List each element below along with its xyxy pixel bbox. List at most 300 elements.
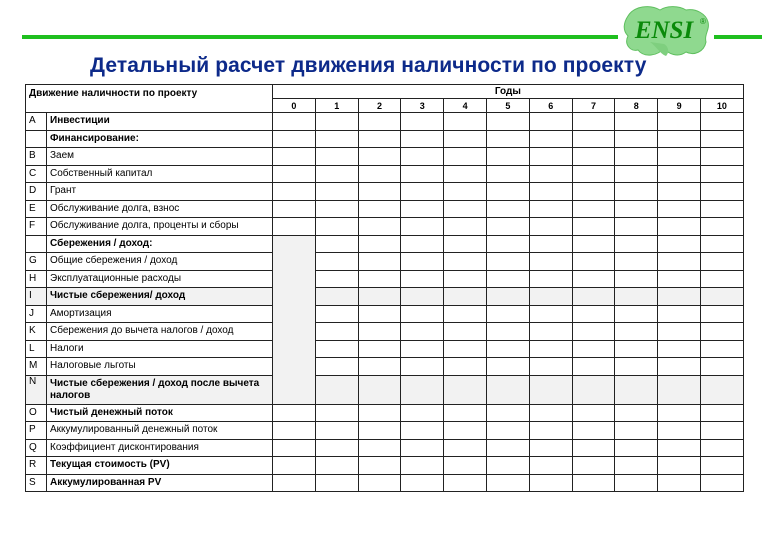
value-cell[interactable] <box>572 235 615 253</box>
value-cell[interactable] <box>487 288 530 306</box>
value-cell[interactable] <box>401 253 444 271</box>
value-cell[interactable] <box>487 323 530 341</box>
value-cell[interactable] <box>658 305 701 323</box>
value-cell[interactable] <box>487 165 530 183</box>
table-row <box>26 165 744 183</box>
row-label: Текущая стоимость (PV) <box>47 457 273 475</box>
value-cell[interactable] <box>315 253 358 271</box>
value-cell[interactable] <box>358 457 401 475</box>
value-cell[interactable] <box>401 235 444 253</box>
value-cell[interactable] <box>658 340 701 358</box>
value-cell[interactable] <box>529 235 572 253</box>
table-row <box>26 358 744 376</box>
value-cell[interactable] <box>401 183 444 201</box>
row-code <box>26 235 47 253</box>
row-label: Чистый денежный поток <box>47 404 273 422</box>
value-cell[interactable] <box>658 422 701 440</box>
value-cell[interactable] <box>358 253 401 271</box>
value-cell[interactable] <box>700 288 743 306</box>
value-cell[interactable] <box>315 457 358 475</box>
year-header-7: 7 <box>572 99 615 113</box>
value-cell[interactable] <box>487 183 530 201</box>
row-code: O <box>26 404 47 422</box>
row-code <box>26 130 47 148</box>
row-label: Грант <box>47 183 273 201</box>
value-cell[interactable] <box>615 148 658 166</box>
row-code: M <box>26 358 47 376</box>
row-code: N <box>26 375 47 404</box>
table-row <box>26 235 744 253</box>
value-cell[interactable] <box>487 218 530 236</box>
value-cell[interactable] <box>444 183 487 201</box>
row-label: Сбережения / доход: <box>47 235 273 253</box>
value-cell[interactable] <box>273 404 316 422</box>
value-cell[interactable] <box>444 375 487 404</box>
value-cell[interactable] <box>273 113 316 131</box>
value-cell[interactable] <box>444 439 487 457</box>
year-header-8: 8 <box>615 99 658 113</box>
row-code: S <box>26 474 47 492</box>
row-code: I <box>26 288 47 306</box>
value-cell[interactable] <box>444 340 487 358</box>
row-label: Налоги <box>47 340 273 358</box>
header-row-1 <box>26 85 744 99</box>
merged-blank-cell <box>273 235 316 404</box>
value-cell[interactable] <box>529 422 572 440</box>
row-label: Собственный капитал <box>47 165 273 183</box>
value-cell[interactable] <box>315 404 358 422</box>
value-cell[interactable] <box>700 340 743 358</box>
table-row <box>26 218 744 236</box>
value-cell[interactable] <box>658 358 701 376</box>
value-cell[interactable] <box>487 113 530 131</box>
row-code: H <box>26 270 47 288</box>
value-cell[interactable] <box>658 165 701 183</box>
top-rule-right <box>714 35 762 39</box>
row-label: Амортизация <box>47 305 273 323</box>
value-cell[interactable] <box>529 218 572 236</box>
value-cell[interactable] <box>273 439 316 457</box>
value-cell[interactable] <box>700 323 743 341</box>
value-cell[interactable] <box>315 305 358 323</box>
value-cell[interactable] <box>700 183 743 201</box>
value-cell[interactable] <box>529 474 572 492</box>
value-cell[interactable] <box>487 474 530 492</box>
table-row <box>26 439 744 457</box>
value-cell[interactable] <box>700 422 743 440</box>
row-code: D <box>26 183 47 201</box>
value-cell[interactable] <box>358 422 401 440</box>
value-cell[interactable] <box>444 253 487 271</box>
value-cell[interactable] <box>572 422 615 440</box>
value-cell[interactable] <box>658 130 701 148</box>
value-cell[interactable] <box>658 323 701 341</box>
table-row <box>26 253 744 271</box>
value-cell[interactable] <box>444 474 487 492</box>
row-code: B <box>26 148 47 166</box>
year-header-3: 3 <box>401 99 444 113</box>
value-cell[interactable] <box>487 375 530 404</box>
value-cell[interactable] <box>444 270 487 288</box>
table-row <box>26 422 744 440</box>
year-header-4: 4 <box>444 99 487 113</box>
value-cell[interactable] <box>658 439 701 457</box>
value-cell[interactable] <box>358 113 401 131</box>
value-cell[interactable] <box>315 358 358 376</box>
year-header-2: 2 <box>358 99 401 113</box>
value-cell[interactable] <box>658 270 701 288</box>
page-title: Детальный расчет движения наличности по проекту <box>90 54 647 77</box>
year-header-1: 1 <box>315 99 358 113</box>
table-row <box>26 474 744 492</box>
value-cell[interactable] <box>572 165 615 183</box>
value-cell[interactable] <box>401 474 444 492</box>
value-cell[interactable] <box>401 288 444 306</box>
value-cell[interactable] <box>315 148 358 166</box>
value-cell[interactable] <box>529 253 572 271</box>
value-cell[interactable] <box>700 235 743 253</box>
value-cell[interactable] <box>315 439 358 457</box>
value-cell[interactable] <box>700 457 743 475</box>
years-label: Годы <box>273 85 744 99</box>
value-cell[interactable] <box>273 130 316 148</box>
value-cell[interactable] <box>658 474 701 492</box>
value-cell[interactable] <box>658 200 701 218</box>
row-label: Чистые сбережения / доход после вычета налогов <box>47 375 273 404</box>
value-cell[interactable] <box>444 130 487 148</box>
value-cell[interactable] <box>572 323 615 341</box>
row-code: L <box>26 340 47 358</box>
value-cell[interactable] <box>315 130 358 148</box>
value-cell[interactable] <box>615 439 658 457</box>
value-cell[interactable] <box>615 253 658 271</box>
value-cell[interactable] <box>444 422 487 440</box>
value-cell[interactable] <box>529 323 572 341</box>
value-cell[interactable] <box>487 358 530 376</box>
table-row <box>26 130 744 148</box>
value-cell[interactable] <box>615 200 658 218</box>
value-cell[interactable] <box>487 253 530 271</box>
value-cell[interactable] <box>444 148 487 166</box>
value-cell[interactable] <box>315 218 358 236</box>
value-cell[interactable] <box>572 439 615 457</box>
value-cell[interactable] <box>658 183 701 201</box>
table-row <box>26 270 744 288</box>
value-cell[interactable] <box>658 375 701 404</box>
value-cell[interactable] <box>615 130 658 148</box>
value-cell[interactable] <box>358 130 401 148</box>
value-cell[interactable] <box>487 200 530 218</box>
value-cell[interactable] <box>444 165 487 183</box>
value-cell[interactable] <box>615 323 658 341</box>
value-cell[interactable] <box>444 113 487 131</box>
value-cell[interactable] <box>358 375 401 404</box>
value-cell[interactable] <box>572 218 615 236</box>
year-header-5: 5 <box>487 99 530 113</box>
value-cell[interactable] <box>358 200 401 218</box>
value-cell[interactable] <box>273 183 316 201</box>
value-cell[interactable] <box>358 323 401 341</box>
value-cell[interactable] <box>315 183 358 201</box>
row-code: P <box>26 422 47 440</box>
value-cell[interactable] <box>572 404 615 422</box>
value-cell[interactable] <box>615 218 658 236</box>
value-cell[interactable] <box>444 457 487 475</box>
value-cell[interactable] <box>700 439 743 457</box>
value-cell[interactable] <box>700 305 743 323</box>
row-label: Коэффициент дисконтирования <box>47 439 273 457</box>
value-cell[interactable] <box>315 165 358 183</box>
value-cell[interactable] <box>529 183 572 201</box>
table-row <box>26 288 744 306</box>
value-cell[interactable] <box>401 340 444 358</box>
row-code: E <box>26 200 47 218</box>
value-cell[interactable] <box>273 200 316 218</box>
value-cell[interactable] <box>572 148 615 166</box>
value-cell[interactable] <box>615 183 658 201</box>
value-cell[interactable] <box>487 340 530 358</box>
row-label: Аккумулированная PV <box>47 474 273 492</box>
value-cell[interactable] <box>615 422 658 440</box>
value-cell[interactable] <box>358 288 401 306</box>
value-cell[interactable] <box>358 165 401 183</box>
value-cell[interactable] <box>658 113 701 131</box>
value-cell[interactable] <box>358 358 401 376</box>
value-cell[interactable] <box>487 270 530 288</box>
value-cell[interactable] <box>401 422 444 440</box>
value-cell[interactable] <box>615 305 658 323</box>
value-cell[interactable] <box>358 218 401 236</box>
row-label: Инвестиции <box>47 113 273 131</box>
row-label: Сбережения до вычета налогов / доход <box>47 323 273 341</box>
cash-flow-table <box>25 84 744 492</box>
value-cell[interactable] <box>401 200 444 218</box>
value-cell[interactable] <box>401 130 444 148</box>
row-label: Аккумулированный денежный поток <box>47 422 273 440</box>
value-cell[interactable] <box>700 113 743 131</box>
value-cell[interactable] <box>572 474 615 492</box>
value-cell[interactable] <box>658 457 701 475</box>
value-cell[interactable] <box>273 148 316 166</box>
value-cell[interactable] <box>358 474 401 492</box>
year-header-0: 0 <box>273 99 316 113</box>
value-cell[interactable] <box>572 340 615 358</box>
value-cell[interactable] <box>572 270 615 288</box>
value-cell[interactable] <box>615 457 658 475</box>
value-cell[interactable] <box>572 305 615 323</box>
ensi-logo <box>620 2 712 62</box>
row-code: Q <box>26 439 47 457</box>
value-cell[interactable] <box>529 165 572 183</box>
value-cell[interactable] <box>615 474 658 492</box>
value-cell[interactable] <box>658 148 701 166</box>
value-cell[interactable] <box>487 148 530 166</box>
value-cell[interactable] <box>700 474 743 492</box>
row-code: R <box>26 457 47 475</box>
year-header-6: 6 <box>529 99 572 113</box>
row-label: Заем <box>47 148 273 166</box>
value-cell[interactable] <box>658 235 701 253</box>
value-cell[interactable] <box>358 235 401 253</box>
value-cell[interactable] <box>700 253 743 271</box>
value-cell[interactable] <box>401 404 444 422</box>
value-cell[interactable] <box>487 404 530 422</box>
value-cell[interactable] <box>315 323 358 341</box>
table-row <box>26 200 744 218</box>
row-label: Налоговые льготы <box>47 358 273 376</box>
value-cell[interactable] <box>273 457 316 475</box>
value-cell[interactable] <box>315 235 358 253</box>
value-cell[interactable] <box>572 358 615 376</box>
value-cell[interactable] <box>700 375 743 404</box>
value-cell[interactable] <box>401 375 444 404</box>
value-cell[interactable] <box>658 404 701 422</box>
value-cell[interactable] <box>572 113 615 131</box>
value-cell[interactable] <box>401 165 444 183</box>
value-cell[interactable] <box>487 130 530 148</box>
row-code: A <box>26 113 47 131</box>
value-cell[interactable] <box>315 200 358 218</box>
row-code: J <box>26 305 47 323</box>
row-label: Чистые сбережения/ доход <box>47 288 273 306</box>
value-cell[interactable] <box>615 235 658 253</box>
value-cell[interactable] <box>401 148 444 166</box>
table-row <box>26 404 744 422</box>
value-cell[interactable] <box>572 130 615 148</box>
value-cell[interactable] <box>487 457 530 475</box>
value-cell[interactable] <box>401 323 444 341</box>
table-row <box>26 113 744 131</box>
value-cell[interactable] <box>529 340 572 358</box>
value-cell[interactable] <box>615 375 658 404</box>
value-cell[interactable] <box>700 165 743 183</box>
value-cell[interactable] <box>358 148 401 166</box>
value-cell[interactable] <box>401 270 444 288</box>
value-cell[interactable] <box>401 439 444 457</box>
value-cell[interactable] <box>529 270 572 288</box>
value-cell[interactable] <box>487 439 530 457</box>
value-cell[interactable] <box>444 288 487 306</box>
value-cell[interactable] <box>615 165 658 183</box>
value-cell[interactable] <box>615 404 658 422</box>
value-cell[interactable] <box>444 305 487 323</box>
value-cell[interactable] <box>315 270 358 288</box>
value-cell[interactable] <box>700 148 743 166</box>
row-label: Финансирование: <box>47 130 273 148</box>
value-cell[interactable] <box>700 358 743 376</box>
value-cell[interactable] <box>273 474 316 492</box>
value-cell[interactable] <box>529 113 572 131</box>
value-cell[interactable] <box>572 375 615 404</box>
value-cell[interactable] <box>572 183 615 201</box>
value-cell[interactable] <box>572 457 615 475</box>
value-cell[interactable] <box>529 305 572 323</box>
value-cell[interactable] <box>315 474 358 492</box>
value-cell[interactable] <box>315 375 358 404</box>
value-cell[interactable] <box>700 218 743 236</box>
row-label: Обслуживание долга, взнос <box>47 200 273 218</box>
value-cell[interactable] <box>572 200 615 218</box>
value-cell[interactable] <box>529 288 572 306</box>
value-cell[interactable] <box>529 457 572 475</box>
row-code: G <box>26 253 47 271</box>
value-cell[interactable] <box>358 439 401 457</box>
value-cell[interactable] <box>658 218 701 236</box>
value-cell[interactable] <box>700 404 743 422</box>
value-cell[interactable] <box>572 288 615 306</box>
value-cell[interactable] <box>401 457 444 475</box>
value-cell[interactable] <box>401 358 444 376</box>
value-cell[interactable] <box>273 165 316 183</box>
value-cell[interactable] <box>273 422 316 440</box>
value-cell[interactable] <box>658 253 701 271</box>
value-cell[interactable] <box>444 200 487 218</box>
value-cell[interactable] <box>572 253 615 271</box>
top-rule-left <box>22 35 618 39</box>
value-cell[interactable] <box>700 200 743 218</box>
year-header-10: 10 <box>700 99 743 113</box>
value-cell[interactable] <box>444 218 487 236</box>
table-row <box>26 340 744 358</box>
value-cell[interactable] <box>315 113 358 131</box>
value-cell[interactable] <box>700 130 743 148</box>
value-cell[interactable] <box>615 358 658 376</box>
value-cell[interactable] <box>658 288 701 306</box>
value-cell[interactable] <box>615 288 658 306</box>
value-cell[interactable] <box>315 288 358 306</box>
value-cell[interactable] <box>315 340 358 358</box>
row-code: K <box>26 323 47 341</box>
value-cell[interactable] <box>273 218 316 236</box>
value-cell[interactable] <box>358 183 401 201</box>
value-cell[interactable] <box>444 235 487 253</box>
value-cell[interactable] <box>401 218 444 236</box>
row-label: Общие сбережения / доход <box>47 253 273 271</box>
value-cell[interactable] <box>529 439 572 457</box>
row-code: C <box>26 165 47 183</box>
value-cell[interactable] <box>487 422 530 440</box>
value-cell[interactable] <box>487 235 530 253</box>
value-cell[interactable] <box>487 305 530 323</box>
value-cell[interactable] <box>529 404 572 422</box>
logo-text: ENSI <box>634 17 694 44</box>
value-cell[interactable] <box>444 323 487 341</box>
year-header-9: 9 <box>658 99 701 113</box>
value-cell[interactable] <box>615 113 658 131</box>
row-label: Обслуживание долга, проценты и сборы <box>47 218 273 236</box>
value-cell[interactable] <box>529 130 572 148</box>
value-cell[interactable] <box>358 270 401 288</box>
value-cell[interactable] <box>444 358 487 376</box>
value-cell[interactable] <box>401 113 444 131</box>
value-cell[interactable] <box>358 404 401 422</box>
value-cell[interactable] <box>444 404 487 422</box>
value-cell[interactable] <box>358 340 401 358</box>
value-cell[interactable] <box>529 358 572 376</box>
value-cell[interactable] <box>615 340 658 358</box>
value-cell[interactable] <box>315 422 358 440</box>
value-cell[interactable] <box>529 375 572 404</box>
value-cell[interactable] <box>529 200 572 218</box>
value-cell[interactable] <box>401 305 444 323</box>
value-cell[interactable] <box>529 148 572 166</box>
value-cell[interactable] <box>700 270 743 288</box>
table-row <box>26 148 744 166</box>
table-body <box>26 113 744 492</box>
value-cell[interactable] <box>358 305 401 323</box>
value-cell[interactable] <box>615 270 658 288</box>
table-header-label: Движение наличности по проекту <box>26 85 273 113</box>
